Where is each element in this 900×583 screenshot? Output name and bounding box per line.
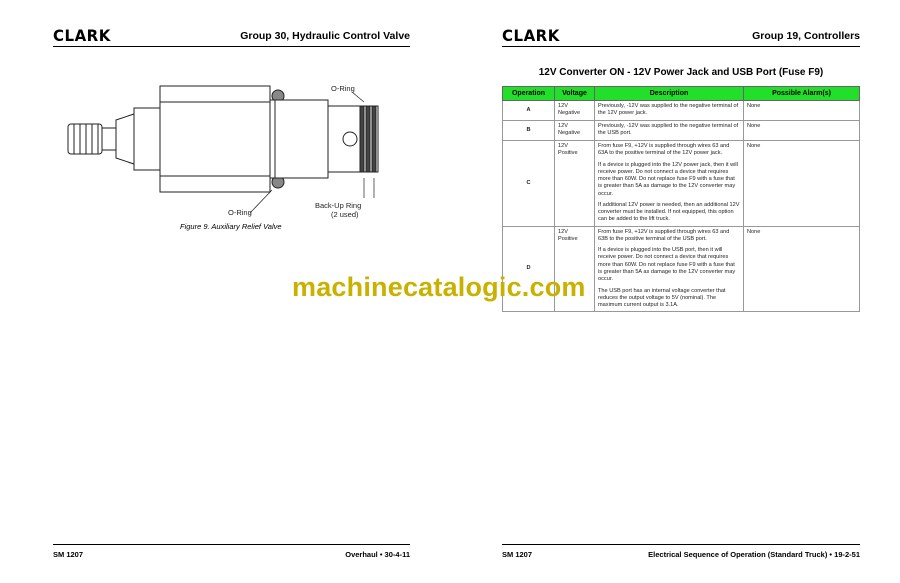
alarm-cell: None xyxy=(744,121,860,141)
voltage-polarity: Positive xyxy=(558,150,578,157)
operation-cell: D xyxy=(503,226,555,312)
watermark: machinecatalogic.com xyxy=(292,272,586,302)
alarm-cell: None xyxy=(744,141,860,227)
description-cell xyxy=(595,141,744,227)
description-paragraph: From fuse F9, +12V is supplied through wires 63 and 63B to the positive terminal of the USB port. xyxy=(598,228,730,242)
voltage-polarity: Positive xyxy=(558,235,578,242)
footer-page-number: Overhaul • 30-4-11 xyxy=(345,550,410,559)
footer-page-number: Electrical Sequence of Operation (Standard Truck) • 19-2-51 xyxy=(648,550,860,559)
footer-rule xyxy=(53,544,410,545)
backup-ring-count: (2 used) xyxy=(331,210,359,219)
header-alarms: Possible Alarm(s) xyxy=(744,87,860,101)
operation-cell: A xyxy=(503,101,555,121)
description-paragraph: If additional 12V power is needed, then an additional 12V converter must be installed. If not equipped, this option can be added to the lift truck. xyxy=(598,201,740,223)
description-paragraph: Previously, -12V was supplied to the negative terminal of the USB port. xyxy=(598,123,739,137)
table-row xyxy=(503,101,860,121)
footer-manual-id: SM 1207 xyxy=(53,550,84,559)
group-title: Group 19, Controllers xyxy=(752,30,860,42)
operation-cell: B xyxy=(503,121,555,141)
description-paragraph: If a device is plugged into the USB port, then it will receive power. Do not connect a device that requires more than 60W. Do not replace fuse F9 with a fuse that is greater than 5A as damage to the 12V converter may occur. xyxy=(598,247,736,283)
figure-caption: Figure 9. Auxiliary Relief Valve xyxy=(180,222,282,231)
header-description: Description xyxy=(595,87,744,101)
voltage-polarity: Negative xyxy=(558,130,581,137)
header-rule xyxy=(502,46,860,47)
voltage-value: 12V xyxy=(558,103,568,109)
description-cell xyxy=(595,226,744,312)
voltage-value: 12V xyxy=(558,228,568,235)
alarm-cell: None xyxy=(744,226,860,312)
voltage-cell xyxy=(555,121,595,141)
group-title: Group 30, Hydraulic Control Valve xyxy=(240,30,410,42)
voltage-value: 12V xyxy=(558,123,568,129)
o-ring-callout-bottom: O-Ring xyxy=(228,208,252,217)
description-paragraph: The USB port has an internal voltage converter that reduces the output voltage to 5V (nominal). The maximum current output is 3.1A. xyxy=(598,287,726,309)
footer-manual-id: SM 1207 xyxy=(502,550,533,559)
voltage-polarity: Negative xyxy=(558,110,581,117)
description-paragraph: Previously, -12V was supplied to the negative terminal of the 12V power jack. xyxy=(598,103,739,117)
clark-logo: CLARK xyxy=(502,26,560,46)
header-voltage: Voltage xyxy=(555,87,595,101)
voltage-cell xyxy=(555,141,595,227)
table-row xyxy=(503,141,860,227)
header-rule xyxy=(53,46,410,47)
voltage-cell xyxy=(555,101,595,121)
table-title: 12V Converter ON - 12V Power Jack and USB Port (Fuse F9) xyxy=(538,67,824,78)
footer-rule xyxy=(502,544,860,545)
voltage-value: 12V xyxy=(558,143,568,149)
description-paragraph: If a device is plugged into the 12V power jack, then it will receive power. Do not connect a device that requires more than 60W. Do not replace fuse F9 with a fuse that is greater than 5A as damage to the 12V converter may occur. xyxy=(598,161,738,197)
table-header-row xyxy=(503,87,860,101)
operation-cell: C xyxy=(503,141,555,227)
description-cell xyxy=(595,101,744,121)
alarm-cell: None xyxy=(744,101,860,121)
table-row xyxy=(503,121,860,141)
description-cell xyxy=(595,121,744,141)
clark-logo: CLARK xyxy=(53,26,111,46)
o-ring-callout-top: O-Ring xyxy=(331,84,355,93)
auxiliary-relief-valve-drawing xyxy=(60,78,390,218)
header-operation: Operation xyxy=(503,87,555,101)
description-paragraph: From fuse F9, +12V is supplied through wires 63 and 63A to the positive terminal of the 12V power jack. xyxy=(598,143,730,157)
backup-ring-callout: Back-Up Ring xyxy=(315,201,362,210)
